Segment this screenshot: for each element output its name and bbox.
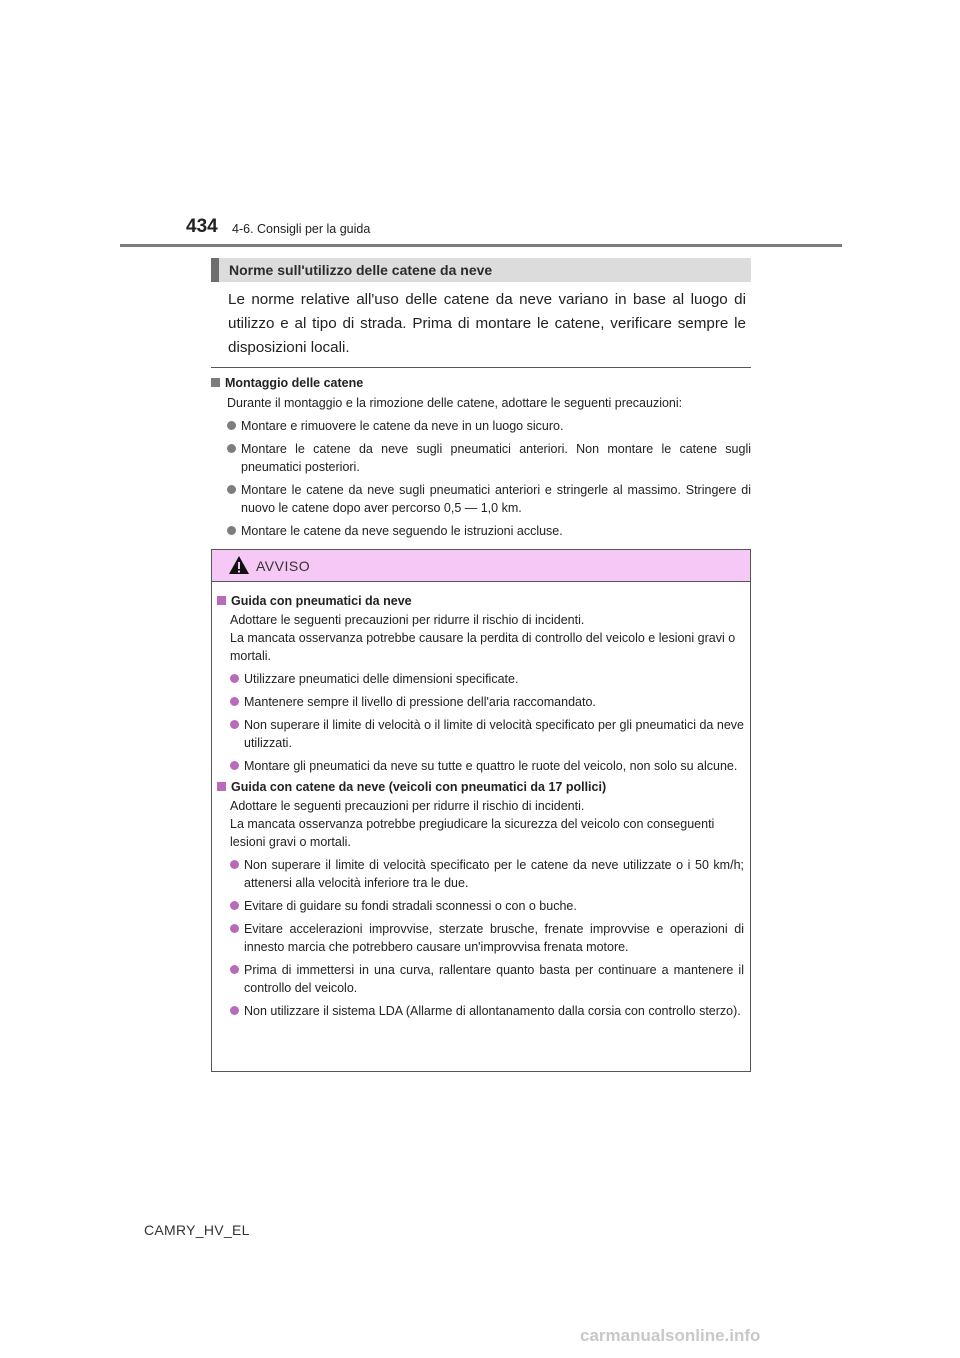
list-item — [227, 481, 751, 517]
list-item — [230, 670, 744, 688]
warning-triangle-icon — [228, 555, 250, 575]
header-divider — [120, 244, 842, 247]
list-item-text: Montare le catene da neve sugli pneumatici anteriori. Non montare le catene sugli pneumatici posteriori. — [241, 442, 751, 474]
list-item-text: Prima di immettersi in una curva, rallentare quanto basta per continuare a mantenere il controllo del veicolo. — [244, 963, 744, 995]
watermark: carmanualsonline.info — [580, 1326, 761, 1345]
round-bullet-icon — [227, 526, 236, 535]
list-item — [230, 856, 744, 892]
list-item — [227, 522, 751, 540]
round-bullet-icon — [227, 444, 236, 453]
list-item-text: Montare le catene da neve sugli pneumatici anteriori e stringerle al massimo. Stringere di nuovo le catene dopo aver percorso 0,5 — 1,0 km. — [241, 483, 751, 515]
round-bullet-icon — [230, 1006, 239, 1015]
list-item-text: Non superare il limite di velocità o il limite di velocità specificato per gli pneumatici da neve utilizzati. — [244, 718, 744, 750]
list-item — [227, 440, 751, 476]
round-bullet-icon — [230, 965, 239, 974]
list-item-text: Mantenere sempre il livello di pressione dell'aria raccomandato. — [244, 695, 596, 709]
warning-group-text: La mancata osservanza potrebbe causare la perdita di controllo del veicolo e lesioni gravi o mortali. — [230, 631, 736, 663]
warning-group-title-row — [217, 594, 744, 608]
list-item — [230, 897, 744, 915]
montaggio-section — [211, 376, 751, 545]
section-heading: Norme sull'utilizzo delle catene da neve — [211, 258, 751, 282]
list-item-text: Evitare accelerazioni improvvise, sterzate brusche, frenate improvvise e operazioni di innesto marcia che potrebbero causare un'improvvisa frenata motore. — [244, 922, 744, 954]
list-item — [230, 1002, 744, 1020]
list-item-text: Non superare il limite di velocità specificato per le catene da neve utilizzate o i 50 km/h; attenersi alla velocità inferiore tra le due. — [244, 858, 744, 890]
round-bullet-icon — [230, 720, 239, 729]
list-item — [230, 716, 744, 752]
warning-group — [217, 780, 744, 1020]
round-bullet-icon — [227, 485, 236, 494]
warning-group-text: Adottare le seguenti precauzioni per ridurre il rischio di incidenti. — [230, 613, 585, 627]
warning-box — [211, 549, 751, 1072]
list-item-text: Montare e rimuovere le catene da neve in un luogo sicuro. — [241, 419, 564, 433]
warning-group-text: Adottare le seguenti precauzioni per ridurre il rischio di incidenti. — [230, 799, 585, 813]
list-item-text: Non utilizzare il sistema LDA (Allarme di allontanamento dalla corsia con controllo sterzo). — [244, 1004, 741, 1018]
list-item-text: Montare le catene da neve seguendo le istruzioni accluse. — [241, 524, 563, 538]
list-item-text: Utilizzare pneumatici delle dimensioni specificate. — [244, 672, 519, 686]
warning-group-title: Guida con pneumatici da neve — [231, 594, 412, 608]
warning-body — [212, 582, 750, 1020]
square-bullet-icon — [217, 782, 226, 791]
intro-paragraph: Le norme relative all'uso delle catene da neve variano in base al luogo di utilizzo e al tipo di strada. Prima di montare le catene, verificare sempre le disposizioni locali. — [228, 291, 746, 356]
warning-header — [212, 550, 750, 582]
list-item — [230, 920, 744, 956]
round-bullet-icon — [230, 674, 239, 683]
round-bullet-icon — [227, 421, 236, 430]
round-bullet-icon — [230, 860, 239, 869]
round-bullet-icon — [230, 697, 239, 706]
round-bullet-icon — [230, 761, 239, 770]
list-item — [230, 693, 744, 711]
list-item-text: Montare gli pneumatici da neve su tutte e quattro le ruote del veicolo, non solo su alcune. — [244, 759, 738, 773]
list-item — [227, 417, 751, 435]
montaggio-text: Durante il montaggio e la rimozione delle catene, adottare le seguenti precauzioni: — [227, 396, 683, 410]
page-number: 434 — [186, 216, 218, 237]
intro-divider — [211, 367, 751, 368]
square-bullet-icon — [217, 596, 226, 605]
warning-group-text: La mancata osservanza potrebbe pregiudicare la sicurezza del veicolo con conseguenti lesioni gravi o mortali. — [230, 817, 715, 849]
montaggio-title-row — [211, 376, 751, 390]
round-bullet-icon — [230, 901, 239, 910]
list-item — [230, 961, 744, 997]
warning-group — [217, 594, 744, 775]
square-bullet-icon — [211, 378, 220, 387]
warning-group-title: Guida con catene da neve (veicoli con pneumatici da 17 pollici) — [231, 780, 607, 794]
footer-model-code: CAMRY_HV_EL — [144, 1222, 250, 1238]
warning-group-title-row — [217, 780, 744, 794]
list-item-text: Evitare di guidare su fondi stradali sconnessi o con o buche. — [244, 899, 577, 913]
section-label: 4-6. Consigli per la guida — [232, 222, 371, 236]
list-item — [230, 757, 744, 775]
montaggio-title: Montaggio delle catene — [225, 376, 364, 390]
warning-title: AVVISO — [256, 558, 311, 574]
round-bullet-icon — [230, 924, 239, 933]
